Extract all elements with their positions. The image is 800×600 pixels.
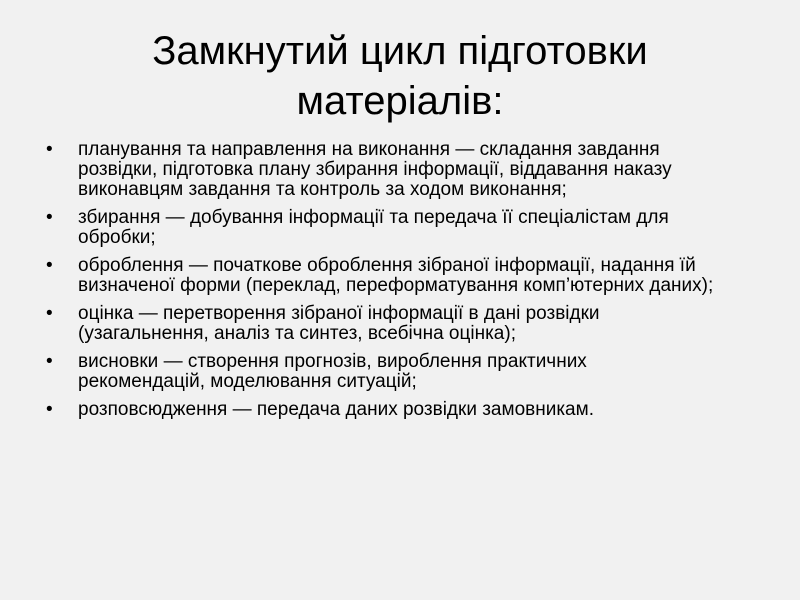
bullet-icon: • — [46, 255, 53, 276]
bullet-text: збирання — добування інформації та передача її спеціалістам для обробки; — [78, 207, 669, 248]
bullet-icon: • — [46, 303, 53, 324]
bullet-icon: • — [46, 351, 53, 372]
bullet-item-planning — [46, 140, 716, 200]
bullet-text: оцінка — перетворення зібраної інформації в дані розвідки (узагальнення, аналіз та синтез, всебічна оцінка); — [78, 303, 600, 344]
bullet-item-processing — [46, 256, 716, 296]
bullet-icon: • — [46, 207, 53, 228]
bullet-text: висновки — створення прогнозів, вироблення практичних рекомендацій, моделювання ситуацій; — [78, 351, 587, 392]
bullet-icon: • — [46, 399, 53, 420]
bullet-text: розповсюдження — передача даних розвідки замовникам. — [78, 399, 594, 420]
bullet-item-conclusions — [46, 352, 716, 392]
slide-title: Замкнутий цикл підготовки матеріалів: — [152, 29, 648, 123]
bullet-list — [46, 140, 716, 428]
bullet-icon: • — [46, 139, 53, 160]
bullet-text: оброблення — початкове оброблення зібраної інформації, надання їй визначеної форми (переклад, переформатування комп’ютерних даних); — [78, 255, 714, 296]
bullet-item-collection — [46, 208, 716, 248]
bullet-text: планування та направлення на виконання — складання завдання розвідки, підготовка плану збирання інформації, віддавання наказу виконавцям завдання та контроль за ходом виконання; — [78, 139, 672, 200]
bullet-item-assessment — [46, 304, 716, 344]
bullet-item-dissemination — [46, 400, 716, 420]
